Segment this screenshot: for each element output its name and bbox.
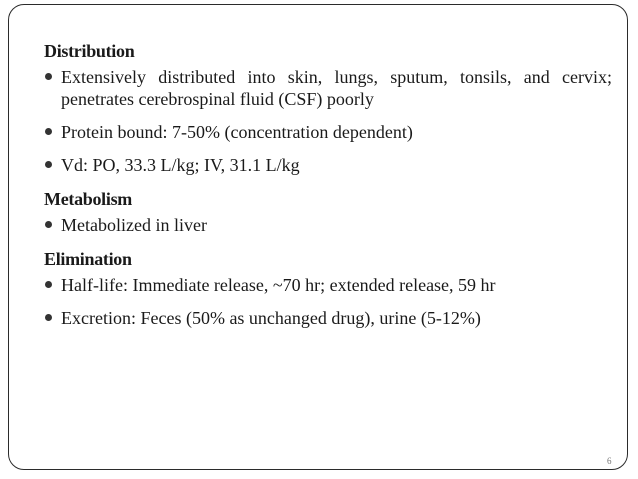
section-heading-metabolism: Metabolism xyxy=(44,189,132,209)
bullet-icon xyxy=(45,161,52,168)
list-item xyxy=(44,121,612,143)
list-item xyxy=(44,274,612,296)
metabolism-list xyxy=(44,214,612,236)
list-item xyxy=(44,214,612,236)
bullet-text: Metabolized in liver xyxy=(61,215,207,235)
bullet-text: Half-life: Immediate release, ~70 hr; extended release, 59 hr xyxy=(61,275,496,295)
list-item xyxy=(44,307,612,329)
list-item xyxy=(44,66,612,110)
bullet-text: Vd: PO, 33.3 L/kg; IV, 31.1 L/kg xyxy=(61,155,300,175)
bullet-text: Protein bound: 7-50% (concentration dependent) xyxy=(61,122,413,142)
bullet-icon xyxy=(45,314,52,321)
bullet-icon xyxy=(45,221,52,228)
section-heading-elimination: Elimination xyxy=(44,249,132,269)
slide-number: 6 xyxy=(607,456,612,466)
elimination-list xyxy=(44,274,612,329)
bullet-text: Extensively distributed into skin, lungs, sputum, tonsils, and cervix; penetrates cerebrospinal fluid (CSF) poorly xyxy=(61,67,612,109)
list-item xyxy=(44,154,612,176)
slide-frame xyxy=(8,4,628,470)
bullet-icon xyxy=(45,73,52,80)
distribution-list xyxy=(44,66,612,176)
slide-content xyxy=(44,39,612,340)
bullet-icon xyxy=(45,128,52,135)
bullet-icon xyxy=(45,281,52,288)
section-heading-distribution: Distribution xyxy=(44,41,135,61)
bullet-text: Excretion: Feces (50% as unchanged drug), urine (5-12%) xyxy=(61,308,481,328)
